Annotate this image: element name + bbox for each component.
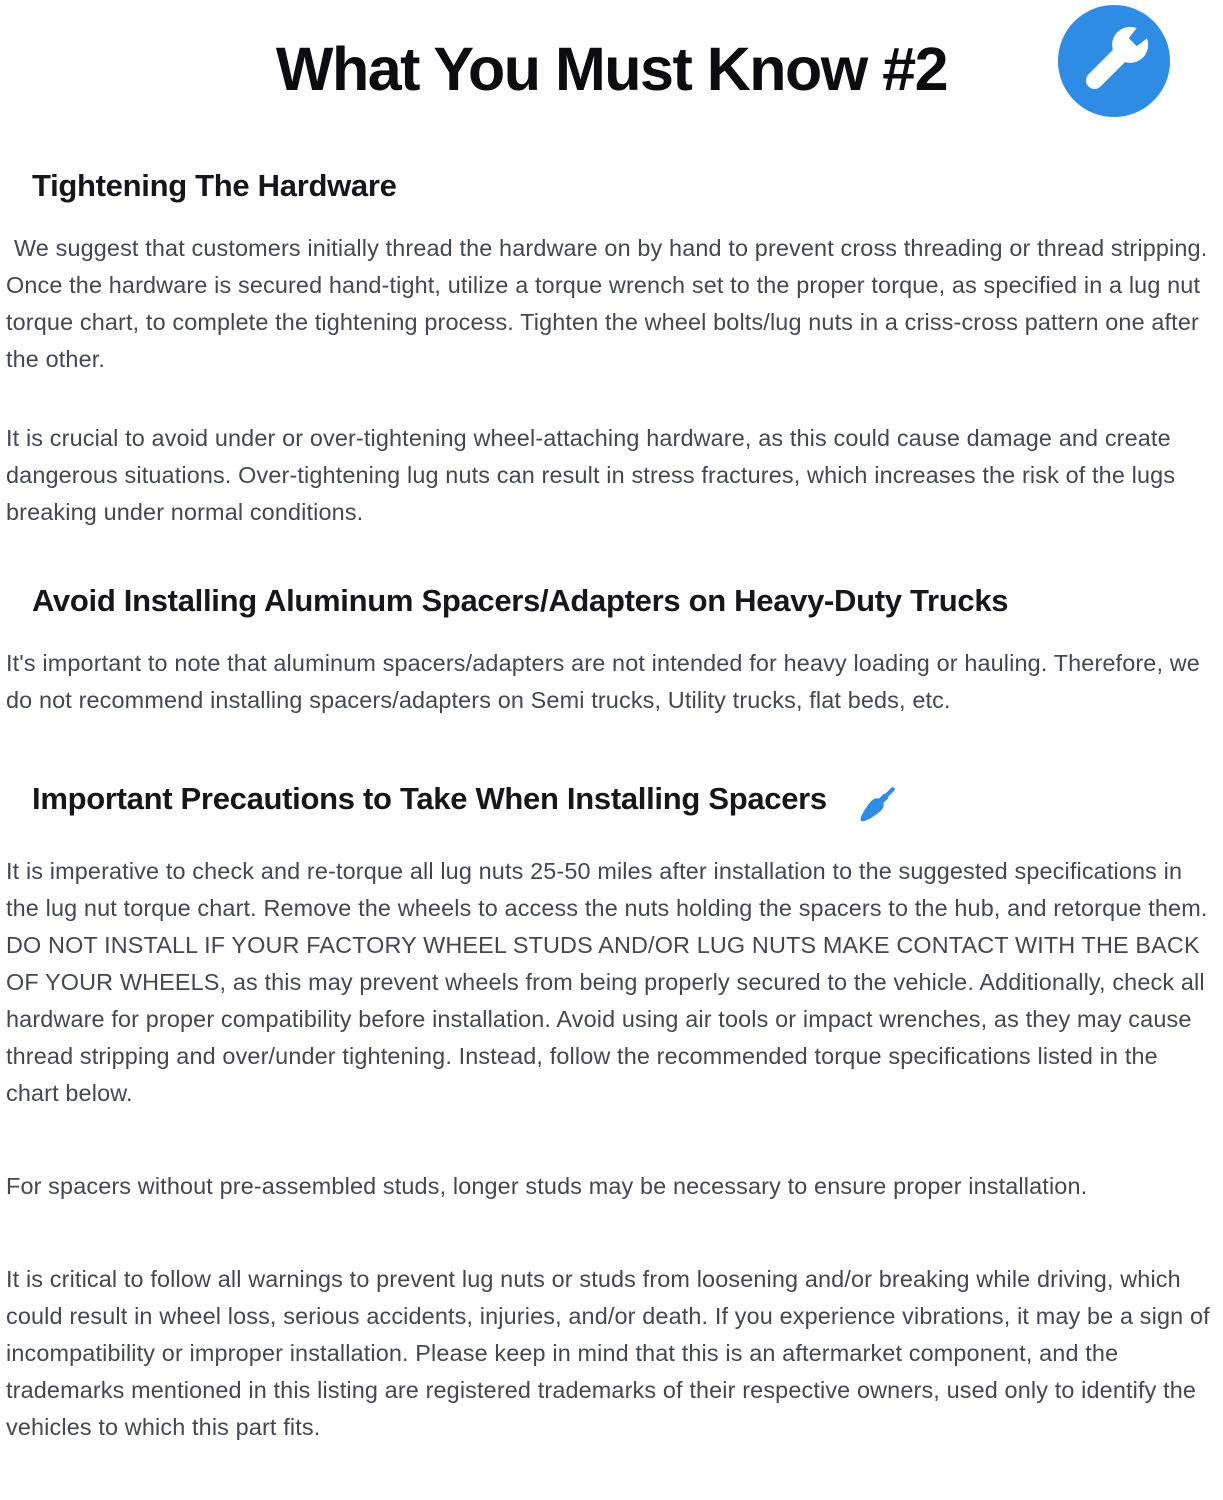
section-heading-tightening	[6, 168, 1217, 204]
section-aluminum-spacers	[6, 583, 1217, 719]
section-precautions	[6, 771, 1217, 1446]
paragraph-retorque-warning: It is imperative to check and re-torque all lug nuts 25-50 miles after installation to the suggested specifications in the lug nut torque chart. Remove the wheels to access the nuts holding the spacers to the hub, and retorque them. DO NOT INSTALL IF YOUR FACTORY WHEEL STUDS AND/OR LUG NUTS MAKE CONTACT WITH THE BACK OF YOUR WHEELS, as this may prevent wheels from being properly secured to the vehicle. Additionally, check all hardware for proper compatibility before installation. Avoid using air tools or impact wrenches, as they may cause thread stripping and over/under tightening. Instead, follow the recommended torque specifications listed in the chart below.	[6, 858, 1208, 1106]
paragraph-longer-studs: For spacers without pre-assembled studs, longer studs may be necessary to ensure proper installation.	[6, 1173, 1088, 1199]
page-title: What You Must Know #2	[275, 35, 948, 103]
header	[6, 0, 1217, 138]
section-heading-aluminum	[6, 583, 1217, 619]
section-tightening-hardware	[6, 168, 1217, 531]
section-heading-precautions	[6, 771, 1217, 827]
heading-text: Tightening The Hardware	[32, 168, 397, 203]
paragraph-legal-warning: It is critical to follow all warnings to prevent lug nuts or studs from loosening and/or breaking while driving, which could result in wheel loss, serious accidents, injuries, and/or death. If you experience vibrations, it may be a sign of incompatibility or improper installation. Please keep in mind that this is an aftermarket component, and the trademarks mentioned in this listing are registered trademarks of their respective owners, used only to identify the vehicles to which this part fits.	[6, 1266, 1210, 1440]
paragraph-avoid-overtightening: It is crucial to avoid under or over-tightening wheel-attaching hardware, as this could cause damage and create dangerous situations. Over-tightening lug nuts can result in stress fractures, which increases the risk of the lugs breaking under normal conditions.	[6, 425, 1176, 525]
heading-text: Avoid Installing Aluminum Spacers/Adapters on Heavy-Duty Trucks	[32, 583, 1009, 618]
paragraph-no-heavy-duty: It's important to note that aluminum spacers/adapters are not intended for heavy loading or hauling. Therefore, we do not recommend installing spacers/adapters on Semi trucks, Utility trucks, flat beds, etc.	[6, 650, 1200, 713]
heading-text: Important Precautions to Take When Installing Spacers	[32, 781, 827, 816]
screwdriver-icon	[851, 777, 903, 833]
wrench-icon	[1057, 4, 1171, 118]
paragraph-thread-by-hand: We suggest that customers initially thread the hardware on by hand to prevent cross threading or thread stripping. Once the hardware is secured hand-tight, utilize a torque wrench set to the proper torque, as specified in a lug nut torque chart, to complete the tightening process. Tighten the wheel bolts/lug nuts in a criss-cross pattern one after the other.	[6, 235, 1208, 372]
